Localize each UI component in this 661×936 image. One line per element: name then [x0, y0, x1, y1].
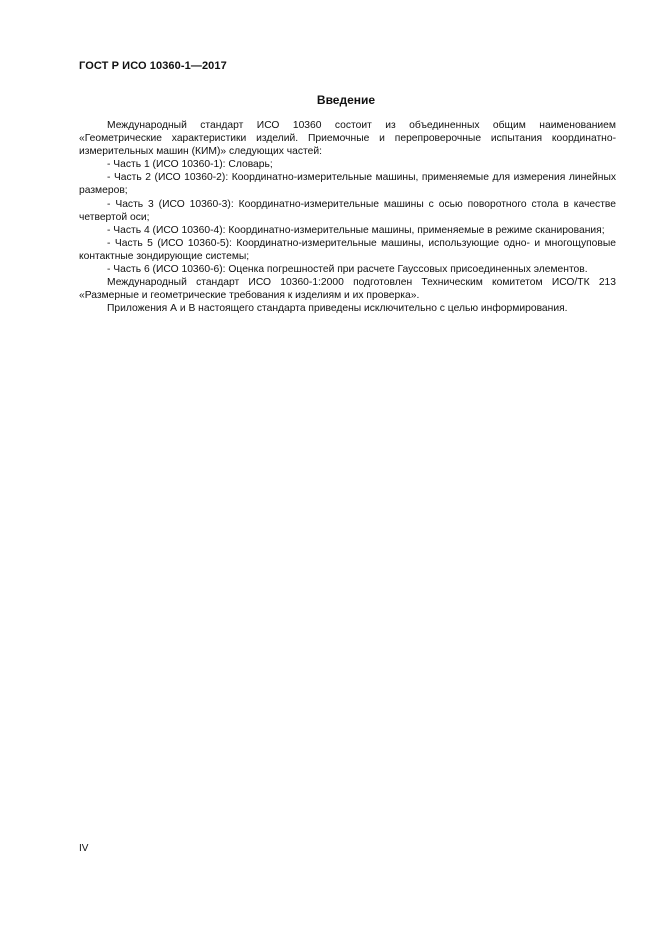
- page-number: IV: [79, 843, 89, 854]
- paragraph-annexes: Приложения А и В настоящего стандарта приведены исключительно с целью информирования.: [107, 303, 568, 315]
- list-item-part-1: - Часть 1 (ИСО 10360-1): Словарь;: [107, 159, 273, 171]
- document-code-header: ГОСТ Р ИСО 10360-1—2017: [79, 60, 227, 72]
- body-text: [79, 119, 616, 315]
- list-item-part-5: - Часть 5 (ИСО 10360-5): Координатно-измерительные машины, использующие одно- и многощуповые контактные зондирующие системы;: [79, 237, 616, 262]
- list-item-part-3: - Часть 3 (ИСО 10360-3): Координатно-измерительные машины с осью поворотного стола в качестве четвертой оси;: [79, 198, 616, 223]
- list-item-part-2: - Часть 2 (ИСО 10360-2): Координатно-измерительные машины, применяемые для измерения линейных размеров;: [79, 172, 616, 197]
- list-item-part-4: - Часть 4 (ИСО 10360-4): Координатно-измерительные машины, применяемые в режиме сканирования;: [107, 224, 605, 236]
- list-item-part-6: - Часть 6 (ИСО 10360-6): Оценка погрешностей при расчете Гауссовых присоединенных элементов.: [107, 264, 588, 276]
- paragraph-preparation: Международный стандарт ИСО 10360-1:2000 подготовлен Техническим комитетом ИСО/ТК 213 «Размерные и геометрические требования к изделиям и их проверка».: [79, 277, 616, 302]
- section-title: Введение: [316, 93, 376, 107]
- paragraph-intro: Международный стандарт ИСО 10360 состоит из объединенных общим наименованием «Геометрические характеристики изделий. Приемочные и перепроверочные испытания координатно-измерительных машин (КИМ)» следующих частей:: [79, 120, 616, 158]
